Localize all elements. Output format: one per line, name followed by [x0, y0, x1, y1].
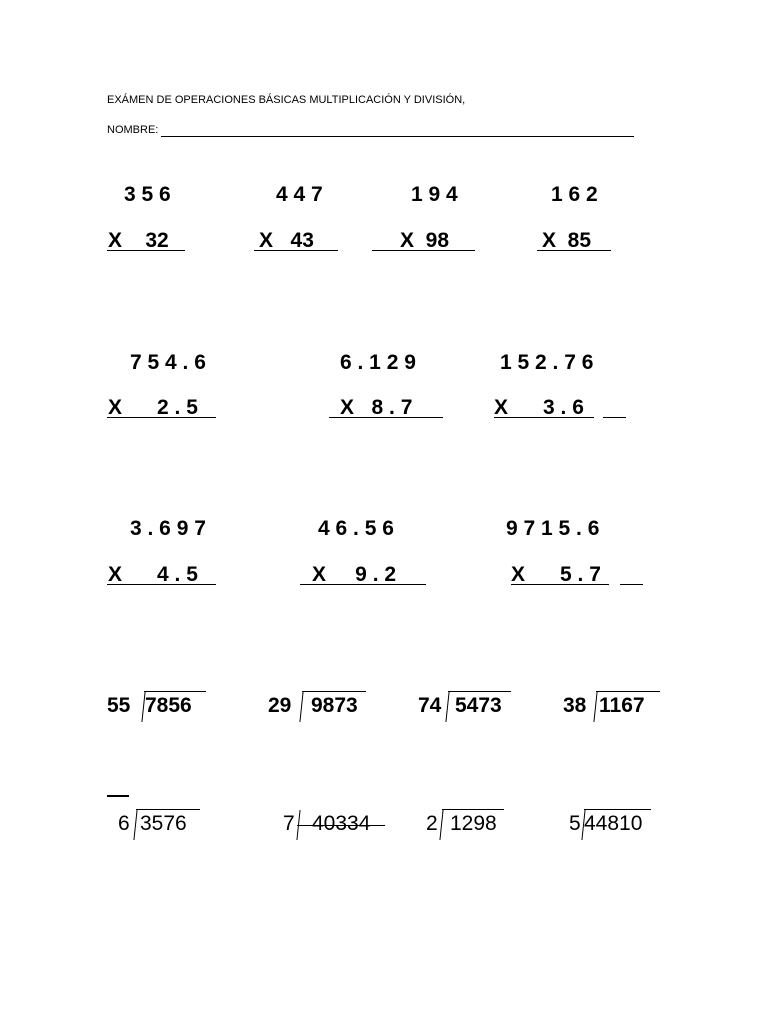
mult-10-extra-rule — [620, 584, 643, 585]
mult-8-top: 3 . 6 9 7 — [130, 517, 206, 540]
division-7-overline — [442, 809, 504, 810]
mult-6-rule — [329, 417, 443, 418]
mult-4-rule — [537, 250, 611, 251]
division-2-dividend: 9873 — [311, 694, 358, 717]
division-5-divisor: 6 — [118, 812, 130, 835]
division-1-dividend: 7856 — [145, 694, 192, 717]
mult-7-bottom: X 3 . 6 — [494, 396, 584, 419]
division-2-divisor: 29 — [268, 694, 292, 717]
mult-10-top: 9 7 1 5 . 6 — [506, 517, 600, 540]
division-5-overline — [136, 809, 200, 810]
mult-7-extra-rule — [603, 417, 626, 418]
division-8 — [569, 808, 664, 842]
mult-9-bottom: X 9 . 2 — [312, 563, 397, 586]
division-6-strike — [297, 825, 385, 826]
mult-7-top: 1 5 2 . 7 6 — [500, 351, 594, 374]
mult-4-bottom: X 85 — [542, 229, 592, 252]
division-6 — [283, 808, 393, 842]
division-2-bracket — [299, 692, 303, 722]
mult-3-bottom: X 98 — [400, 229, 450, 252]
division-4-dividend: 1167 — [599, 694, 645, 717]
mult-1-rule — [107, 250, 185, 251]
division-7-bracket — [439, 810, 443, 840]
division-6-dividend: 40334 — [312, 812, 371, 835]
division-7-dividend: 1298 — [450, 812, 497, 835]
stray-dash — [107, 795, 129, 797]
division-3-overline — [448, 691, 511, 692]
division-5-dividend: 3576 — [140, 812, 187, 835]
division-7 — [426, 808, 516, 842]
mult-3-top: 1 9 4 — [411, 183, 458, 206]
mult-9-top: 4 6 . 5 6 — [318, 517, 394, 540]
mult-10-bottom: X 5 . 7 — [511, 563, 601, 586]
mult-2-bottom: X 43 — [259, 229, 314, 252]
mult-5-top: 7 5 4 . 6 — [130, 351, 206, 374]
mult-10-rule — [511, 584, 609, 585]
division-6-divisor: 7 — [283, 812, 295, 835]
division-4 — [563, 690, 663, 724]
mult-9-rule — [300, 584, 426, 585]
name-blank-line[interactable] — [161, 136, 634, 137]
mult-6-top: 6 . 1 2 9 — [340, 351, 416, 374]
division-4-divisor: 38 — [563, 694, 587, 717]
name-label: NOMBRE: — [107, 124, 159, 136]
division-3 — [418, 690, 518, 724]
division-2 — [268, 690, 368, 724]
division-8-divisor: 5 — [569, 812, 581, 835]
mult-3-rule — [372, 250, 475, 251]
division-4-overline — [596, 691, 660, 692]
division-7-divisor: 2 — [426, 812, 438, 835]
division-1-overline — [144, 691, 206, 692]
division-1-divisor: 55 — [107, 694, 131, 717]
division-5 — [118, 808, 208, 842]
mult-8-bottom: X 4 . 5 — [108, 563, 198, 586]
division-2-overline — [302, 691, 366, 692]
mult-5-bottom: X 2 . 5 — [108, 396, 198, 419]
mult-6-bottom: X 8 . 7 — [340, 396, 413, 419]
division-5-bracket — [133, 810, 137, 840]
division-1 — [107, 690, 207, 724]
mult-5-rule — [107, 417, 216, 418]
division-3-divisor: 74 — [418, 694, 442, 717]
division-3-dividend: 5473 — [455, 694, 502, 717]
division-8-dividend: 44810 — [584, 812, 643, 835]
mult-1-bottom: X 32 — [108, 229, 169, 252]
division-3-bracket — [445, 692, 449, 722]
mult-1-top: 3 5 6 — [124, 183, 171, 206]
division-8-overline — [584, 809, 651, 810]
mult-4-top: 1 6 2 — [551, 183, 598, 206]
mult-8-rule — [107, 584, 216, 585]
mult-2-rule — [254, 250, 338, 251]
division-4-bracket — [593, 692, 597, 722]
mult-7-rule — [494, 417, 594, 418]
exam-title: EXÁMEN DE OPERACIONES BÁSICAS MULTIPLICACIÓN Y DIVISIÓN, — [107, 94, 466, 106]
mult-2-top: 4 4 7 — [276, 183, 323, 206]
